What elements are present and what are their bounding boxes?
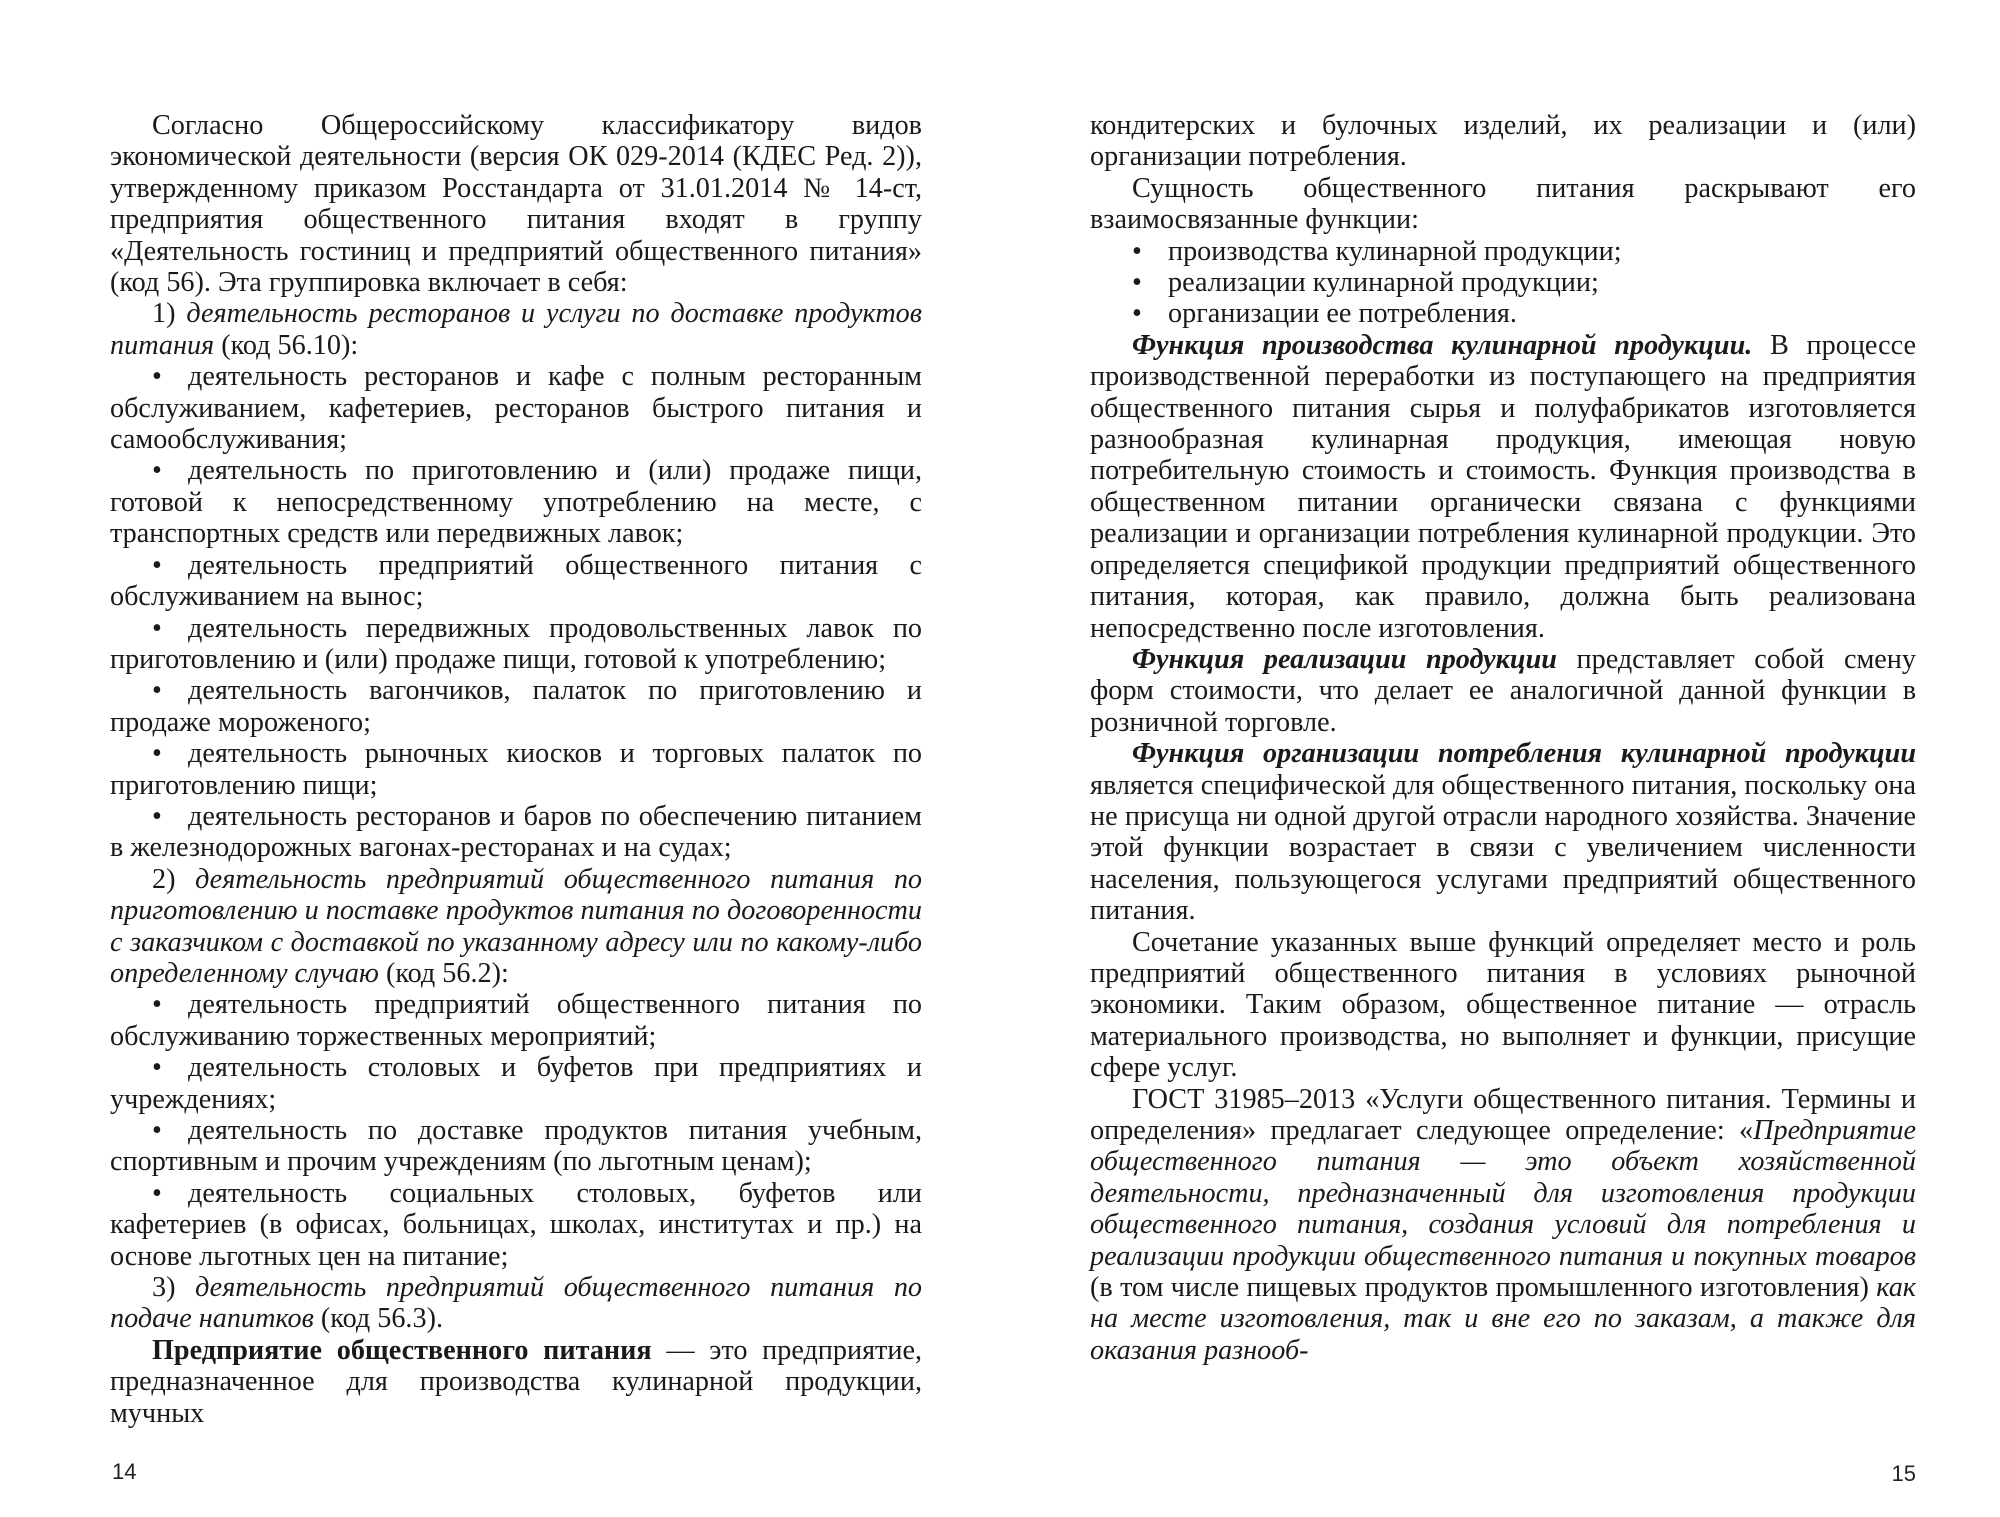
bullet-item: • деятельность по доставке продуктов питания учебным, спортивным и прочим учреждениям (по льготным ценам); [110,1115,922,1178]
function-sales-title: Функция реализации продукции [1132,643,1557,675]
definition-text: — это предприятие, предназначенное для производства кулинарной продукции, мучных [110,1334,922,1429]
bullet-item: • деятельность вагончиков, палаток по приготовлению и продаже мороженого; [110,675,922,738]
list-item-2-number: 2) [152,863,176,895]
list-item-3-code: (код 56.3). [320,1303,444,1335]
list-item-2-code: (код 56.2): [385,957,509,989]
list-item-1 [110,298,922,361]
list-item-1-title: деятельность ресторанов и услуги по доставке продуктов питания [110,298,923,361]
gost-paragraph [1090,1084,1916,1367]
function-production-paragraph [1090,330,1916,644]
function-consumption-paragraph [1090,738,1916,926]
list-item-3 [110,1272,922,1335]
gost-definition: Предприятие общественного питания — это объект хозяйственной деятельности, предназначенный для изготовления продукции общественного питания, создания условий для потребления и реализации продукции общественного питания и покупных товаров [1090,1115,1916,1272]
function-sales-paragraph [1090,644,1916,738]
function-sales-text: представляет собой смену форм стоимости, что делает ее аналогичной данной функции в розничной торговле. [1090,643,1916,738]
continued-paragraph: кондитерских и булочных изделий, их реализации и (или) организации потребления. [1090,110,1916,173]
bullet-item: • деятельность социальных столовых, буфетов или кафетериев (в офисах, больницах, школах, институтах и пр.) на основе льготных цен на питание; [110,1177,922,1272]
list-item-3-number: 3) [152,1272,176,1304]
list-item-1-number: 1) [152,298,176,330]
bullet-item: • деятельность по приготовлению и (или) продаже пищи, готовой к непосредственному употреблению на месте, с транспортных средств или передвижных лавок; [110,455,922,550]
essence-paragraph: Сущность общественного питания раскрывают его взаимосвязанные функции: [1090,172,1916,236]
bullet-icon: • [152,455,162,487]
list-item-1-code: (код 56.10): [221,329,359,361]
right-text-column [1090,110,1916,1366]
gost-parenthetical: (в том числе пищевых продуктов промышленного изготовления) [1090,1272,1877,1304]
bullet-icon: • [152,549,162,581]
list-item-2 [110,864,922,990]
bullet-item: • организации ее потребления. [1132,298,1517,330]
bullet-item: • деятельность рыночных киосков и торговых палаток по приготовлению пищи; [110,738,922,801]
gost-definition-end: как на месте изготовления, так и вне его по заказам, а также для оказания разнооб- [1090,1272,1916,1366]
function-production-text: В процессе производственной переработки из поступающего на предприятия общественного питания сырья и полуфабрикатов изготовляется разнообразная кулинарная продукция, имеющая новую потребительную стоимость и стоимость. Функция производства в общественном питании органически связана с функциями реализации и организации потребления кулинарной продукции. Это определяется спецификой продукции предприятий общественного питания, которая, как правило, должна быть реализована непосредственно после изготовления. [1090,329,1917,644]
list-item-2-title: деятельность предприятий общественного питания по приготовлению и поставке продуктов питания по договоренности с заказчиком с доставкой по указанному адресу или по какому-либо определенному случаю [110,863,923,989]
function-consumption-text: является специфической для общественного питания, поскольку она не присуща ни одной другой отрасли народного хозяйства. Значение этой функции возрастает в связи с увеличением численности населения, пользующегося услугами предприятий общественного питания. [1090,769,1916,927]
bullet-item: • реализации кулинарной продукции; [1132,267,1599,299]
intro-paragraph: Согласно Общероссийскому классификатору видов экономической деятельности (версия ОК 029-2014 (КДЕС Ред. 2)), утвержденному приказом Росстандарта от 31.01.2014 № 14-ст, предприятия общественного питания входят в группу «Деятельность гостиниц и предприятий общественного питания» (код 56). Эта группировка включает в себя: [110,110,922,299]
bullet-item: • деятельность передвижных продовольственных лавок по приготовлению и (или) продаже пищи, готовой к употреблению; [110,612,922,675]
page-number-left: 14 [112,1459,137,1484]
bullet-item: • деятельность столовых и буфетов при предприятиях и учреждениях; [110,1052,922,1115]
bullet-icon: • [152,738,162,770]
bullet-item: • деятельность ресторанов и кафе с полным ресторанным обслуживанием, кафетериев, ресторанов быстрого питания и самообслуживания; [110,361,922,456]
page-number-right: 15 [1891,1461,1916,1486]
list-item-3-title: деятельность предприятий общественного питания по подаче напитков [110,1272,923,1335]
bullet-icon: • [1132,235,1142,267]
right-page [1000,0,2000,1517]
bullet-icon: • [1132,298,1142,330]
bullet-item: • деятельность предприятий общественного питания по обслуживанию торжественных мероприятий; [110,989,922,1052]
definition-term: Предприятие общественного питания [152,1334,652,1366]
bullet-icon: • [152,989,162,1021]
bullet-icon: • [152,1052,162,1084]
definition-paragraph [110,1335,922,1429]
bullet-icon: • [152,675,162,707]
function-production-title: Функция производства кулинарной продукции. [1132,329,1753,361]
bullet-icon: • [152,361,162,393]
bullet-icon: • [152,612,162,644]
gost-intro: ГОСТ 31985–2013 «Услуги общественного питания. Термины и определения» предлагает следующее определение: « [1090,1083,1916,1146]
bullet-icon: • [1132,267,1142,299]
combination-paragraph: Сочетание указанных выше функций определяет место и роль предприятий общественного питания в условиях рыночной экономики. Таким образом, общественное питание — отрасль материального производства, но выполняет и функции, присущие сфере услуг. [1090,926,1916,1084]
left-text-column [110,110,922,1429]
function-consumption-title: Функция организации потребления кулинарной продукции [1132,738,1916,770]
bullet-icon: • [152,1177,162,1209]
bullet-item: • деятельность ресторанов и баров по обеспечению питанием в железнодорожных вагонах-ресторанах и на судах; [110,800,922,864]
bullet-icon: • [152,1115,162,1146]
bullet-icon: • [152,800,162,832]
bullet-item: • деятельность предприятий общественного питания с обслуживанием на вынос; [110,549,922,613]
bullet-item: • производства кулинарной продукции; [1132,235,1622,267]
